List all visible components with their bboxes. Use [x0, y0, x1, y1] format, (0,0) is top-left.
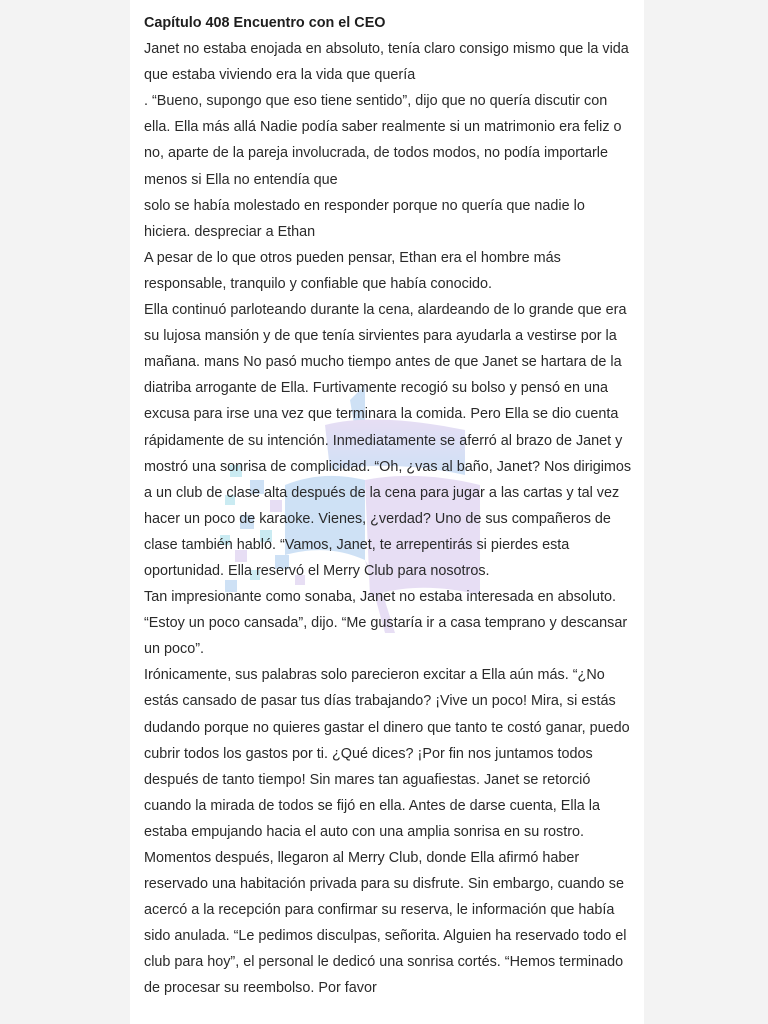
chapter-content — [144, 10, 634, 1002]
paragraph: Ella continuó parloteando durante la cena, alardeando de lo grande que era su lujosa mansión y de que tenía sirvientes para ayudarla a vestirse por la mañana. mans No pasó mucho tiempo antes de que Janet se hartara de la diatriba arrogante de Ella. Furtivamente recogió su bolso y pensó en una excusa para irse una vez que terminara la comida. Pero Ella se dio cuenta rápidamente de su intención. Inmediatamente se aferró al brazo de Janet y mostró una sonrisa de complicidad. “Oh, ¿vas al baño, Janet? Nos dirigimos a un club de clase alta después de la cena para jugar a las cartas y tal vez hacer un poco de karaoke. Vienes, ¿verdad? Uno de sus compañeros de clase también habló. “Vamos, Janet, te arrepentirás si pierdes esta oportunidad. Ella reservó el Merry Club para nosotros. — [144, 302, 632, 579]
chapter-title: Capítulo 408 Encuentro con el CEO — [144, 15, 386, 31]
paragraph: Janet no estaba enojada en absoluto, tenía claro consigo mismo que la vida que estaba viviendo era la vida que quería — [144, 41, 629, 84]
paragraph: Tan impresionante como sonaba, Janet no estaba interesada en absoluto. “Estoy un poco cansada”, dijo. “Me gustaría ir a casa temprano y descansar un poco”. — [144, 589, 628, 658]
paragraph: solo se había molestado en responder porque no quería que nadie lo hiciera. despreciar a Ethan — [144, 197, 585, 240]
paragraph: Irónicamente, sus palabras solo parecieron excitar a Ella aún más. “¿No estás cansado de pasar tus días trabajando? ¡Vive un poco! Mira, si estás dudando porque no quieres gastar el dinero que tanto te costó ganar, puedo cubrir todos los gastos por ti. ¿Qué dices? ¡Por fin nos juntamos todos después de tanto tiempo! Sin mares tan aguafiestas. Janet se retorció cuando la mirada de todos se fijó en ella. Antes de darse cuenta, Ella la estaba empujando hacia el auto con una amplia sonrisa en su rostro. Momentos después, llegaron al Merry Club, donde Ella afirmó haber reservado una habitación privada para su disfrute. Sin embargo, cuando se acercó a la recepción para confirmar su reserva, le información que había sido anulada. “Le pedimos disculpas, señorita. Alguien ha reservado todo el club para hoy”, el personal le dedicó una sonrisa cortés. “Hemos terminado de procesar su reembolso. Por favor — [144, 667, 630, 997]
paragraph: A pesar de lo que otros pueden pensar, Ethan era el hombre más responsable, tranquilo y confiable que había conocido. — [144, 249, 561, 292]
paragraph: . “Bueno, supongo que eso tiene sentido”, dijo que no quería discutir con ella. Ella más allá Nadie podía saber realmente si un matrimonio era feliz o no, aparte de la pareja involucrada, de todos modos, no podía importarle menos si Ella no entendía que — [144, 93, 622, 188]
